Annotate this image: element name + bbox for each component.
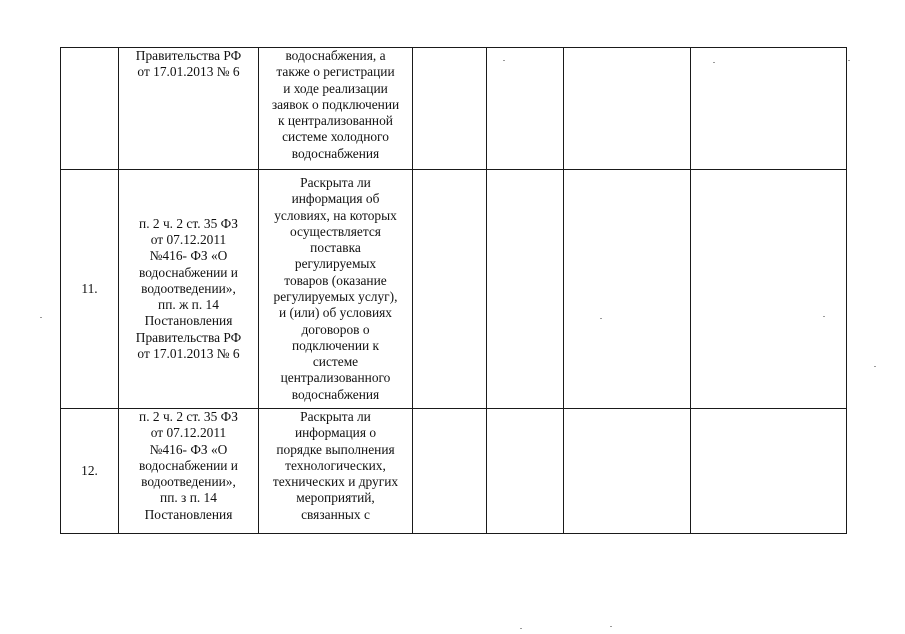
answer-cell-1	[413, 48, 487, 170]
answer-cell-4	[691, 48, 847, 170]
question-line: централизованного	[280, 370, 391, 386]
legal-basis-line: водоотведении»,	[141, 280, 236, 296]
scan-speck	[610, 626, 612, 627]
question-line: Раскрыта ли	[300, 174, 371, 190]
question-line: осуществляется	[290, 223, 381, 239]
answer-cell-2	[487, 409, 564, 534]
answer-cell-3	[564, 48, 691, 170]
question-line: связанных с	[301, 506, 370, 522]
question-line: договоров о	[301, 321, 370, 337]
question-line: поставка	[310, 240, 361, 256]
question-line: информация о	[294, 425, 377, 441]
legal-basis-line: водоснабжении и	[139, 264, 238, 280]
legal-basis-line: Правительства РФ	[135, 329, 242, 345]
scan-speck	[713, 62, 715, 63]
answer-cell-3	[564, 409, 691, 534]
row-number: 11.	[81, 280, 98, 296]
legal-basis-line: пп. ж п. 14	[158, 297, 219, 313]
question-line: к централизованной	[278, 113, 393, 129]
question-line: регулируемых услуг),	[273, 289, 398, 304]
legal-basis-line: от 17.01.2013 № 6	[137, 346, 240, 362]
row-number-cell	[61, 170, 119, 409]
legal-basis-line: от 07.12.2011	[150, 425, 227, 441]
question-line: мероприятий,	[296, 490, 375, 506]
question-line: порядке выполнения	[276, 441, 395, 457]
legal-basis-line: от 07.12.2011	[150, 231, 227, 247]
question-line: и ходе реализации	[283, 80, 388, 96]
legal-basis-line: п. 2 ч. 2 ст. 35 ФЗ	[139, 409, 238, 424]
question-line: также о регистрации	[276, 64, 395, 80]
scan-speck	[520, 628, 522, 629]
question-line: системе холодного	[282, 129, 389, 145]
legal-basis-line: п. 2 ч. 2 ст. 35 ФЗ	[139, 215, 238, 231]
answer-cell-4	[691, 170, 847, 409]
scan-speck	[823, 316, 825, 317]
question-line: регулируемых	[294, 256, 377, 272]
table-row	[61, 409, 847, 534]
question-cell	[259, 48, 413, 170]
row-number-cell	[61, 409, 119, 534]
table-row	[61, 48, 847, 170]
scan-speck	[848, 60, 850, 61]
question-line: товаров (оказание	[284, 272, 387, 288]
legal-basis-line: Постановления	[144, 313, 233, 329]
scan-speck	[874, 366, 876, 367]
question-line: технологических,	[285, 457, 386, 473]
question-line: технических и других	[272, 474, 399, 490]
row-number: 12.	[81, 462, 98, 478]
question-cell	[259, 170, 413, 409]
legal-basis-line: Постановления	[144, 506, 233, 522]
answer-cell-1	[413, 170, 487, 409]
question-line: водоснабжения	[291, 386, 380, 402]
legal-basis-line: Правительства РФ	[135, 48, 242, 63]
answer-cell-2	[487, 170, 564, 409]
question-line: водоснабжения	[291, 145, 380, 161]
question-line: подключении к	[292, 337, 379, 353]
legal-basis-line: пп. з п. 14	[160, 490, 217, 506]
answer-cell-4	[691, 409, 847, 534]
scan-speck	[40, 317, 42, 318]
answer-cell-3	[564, 170, 691, 409]
question-line: заявок о подключении	[271, 96, 400, 112]
question-line: системе	[312, 354, 359, 370]
legal-basis-line: водоотведении»,	[141, 474, 236, 490]
question-line: и (или) об условиях	[278, 305, 392, 321]
table-row	[61, 170, 847, 409]
legal-basis-cell	[119, 170, 259, 409]
answer-cell-2	[487, 48, 564, 170]
legal-basis-line: №416- ФЗ «О	[149, 248, 228, 264]
question-line: Раскрыта ли	[300, 409, 371, 424]
legal-basis-line: №416- ФЗ «О	[149, 441, 228, 457]
question-line: условиях, на которых	[274, 207, 397, 223]
legal-basis-cell	[119, 409, 259, 534]
legal-basis-line: от 17.01.2013 № 6	[137, 64, 240, 80]
scan-speck	[600, 318, 602, 319]
row-number-cell	[61, 48, 119, 170]
legal-basis-line: водоснабжении и	[139, 457, 238, 473]
answer-cell-1	[413, 409, 487, 534]
question-cell	[259, 409, 413, 534]
inspection-checklist-table	[60, 47, 847, 534]
question-line: водоснабжения, а	[285, 48, 386, 63]
legal-basis-cell	[119, 48, 259, 170]
question-line: информация об	[291, 191, 380, 207]
scan-speck	[503, 60, 505, 61]
